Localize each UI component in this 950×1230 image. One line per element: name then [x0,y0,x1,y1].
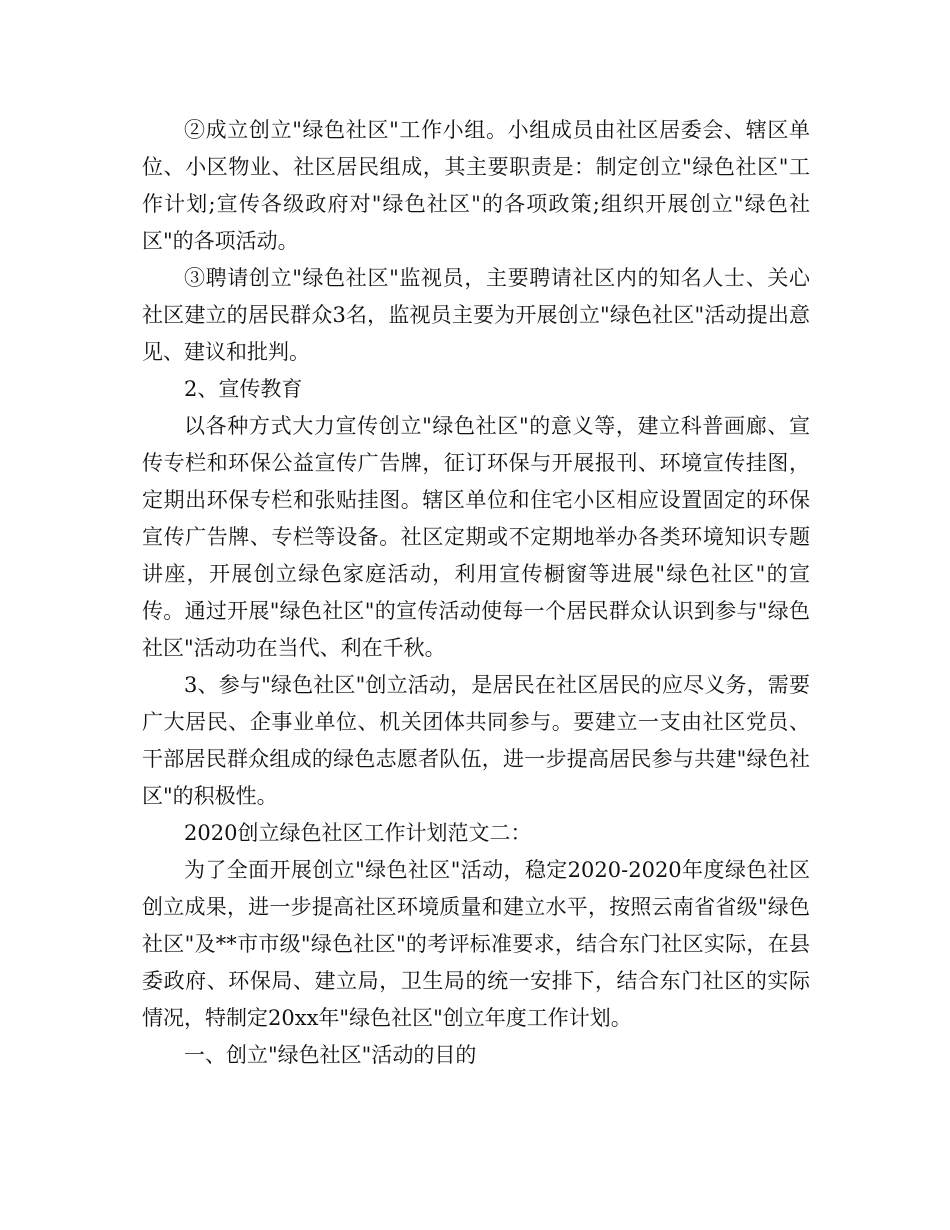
heading-publicity-education: 2、宣传教育 [184,377,303,401]
paragraph-publicity: 以各种方式大力宣传创立"绿色社区"的意义等，建立科普画廊、宣传专栏和环保公益宣传广告牌，征订环保与开展报刊、环境宣传挂图，定期出环保专栏和张贴挂图。辖区单位和住宅小区相应设置固定的环保宣传广告牌、专栏等设备。社区定期或不定期地举办各类环境知识专题讲座，开展创立绿色家庭活动，利用宣传橱窗等进展"绿色社区"的宣传。通过开展"绿色社区"的宣传活动使每一个居民群众认识到参与"绿色社区"活动功在当代、利在千秋。 [142,414,810,660]
paragraph-annual-plan: 为了全面开展创立"绿色社区"活动，稳定2020-2020年度绿色社区创立成果，进一步提高社区环境质量和建立水平，按照云南省省级"绿色社区"及**市市级"绿色社区"的考评标准要求，结合东门社区实际，在县委政府、环保局、建立局，卫生局的统一安排下，结合东门社区的实际情况，特制定20xx年"绿色社区"创立年度工作计划。 [142,858,810,1030]
paragraph-work-group: ②成立创立"绿色社区"工作小组。小组成员由社区居委会、辖区单位、小区物业、社区居民组成，其主要职责是：制定创立"绿色社区"工作计划;宣传各级政府对"绿色社区"的各项政策;组织开展创立"绿色社区"的各项活动。 [142,118,810,253]
heading-activity-purpose: 一、创立"绿色社区"活动的目的 [184,1043,477,1067]
paragraph-supervisors: ③聘请创立"绿色社区"监视员，主要聘请社区内的知名人士、关心社区建立的居民群众3名，监视员主要为开展创立"绿色社区"活动提出意见、建议和批判。 [142,266,810,364]
paragraph-participation: 3、参与"绿色社区"创立活动，是居民在社区居民的应尽义务，需要广大居民、企事业单位、机关团体共同参与。要建立一支由社区党员、干部居民群众组成的绿色志愿者队伍，进一步提高居民参与共建"绿色社区"的积极性。 [142,673,810,808]
heading-sample-two: 2020创立绿色社区工作计划范文二： [184,821,532,845]
document-body [142,112,810,1074]
